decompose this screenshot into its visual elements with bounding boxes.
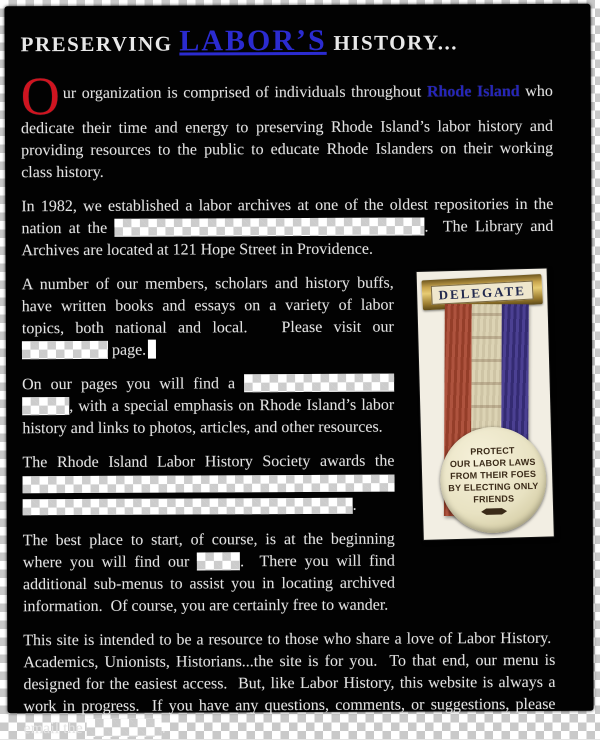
redacted-text <box>244 374 394 393</box>
text-cursor <box>148 340 156 359</box>
text-segment: The best place to start, of course, is at the beginning where you will find our <box>22 530 395 572</box>
start-paragraph <box>23 528 555 618</box>
rhode-island-link[interactable]: Rhode Island <box>426 83 520 101</box>
redacted-text <box>22 397 69 415</box>
pin-text-line: PROTECT <box>470 445 515 457</box>
text-segment: In 1982, we established a labor archives at one of the oldest repositories in the nation at the <box>21 196 554 238</box>
outro-paragraph <box>23 628 555 740</box>
text-segment: . There you will find additional sub-menus to assist you in locating archived information. Of course, you are certainly free to wander. <box>22 552 396 616</box>
page <box>4 4 593 738</box>
text-segment: page. <box>107 341 147 360</box>
pin-text-line: FRIENDS <box>473 493 515 505</box>
text-segment: ur organization is comprised of individuals throughout <box>62 83 427 103</box>
archives-paragraph <box>21 194 553 262</box>
redacted-text <box>197 552 240 570</box>
dropcap-o: O <box>20 66 60 127</box>
pin-text-line: FROM THEIR FOES <box>449 468 537 481</box>
pin-text-line: BY ELECTING ONLY <box>448 480 539 493</box>
text-segment: . <box>161 719 166 737</box>
text-segment: . <box>352 496 357 514</box>
text-segment: who dedicate their time and energy to preserving Rhode Island’s labor history and providing resources to the public to educate Rhode Islanders on their working class history. <box>20 82 554 182</box>
pin-text-line: OUR LABOR LAWS <box>449 456 536 469</box>
redacted-text <box>23 498 353 515</box>
text-segment: , with a special emphasis on Rhode Island’s labor history and links to photos, articles, and other resources. <box>22 396 395 438</box>
delegate-ribbon-photo <box>417 269 554 540</box>
redacted-text <box>23 475 395 494</box>
redacted-text <box>87 719 162 737</box>
labor-laws-pin <box>439 426 548 535</box>
intro-paragraph <box>20 66 554 185</box>
text-segment: On our pages you will find a <box>22 375 245 394</box>
text-segment: This site is intended to be a resource to those who share a love of Labor History. Academics, Unionists, Historians...the site is for you. To that end, our menu is designed for the easiest access. But, like Labor History, this website is always a work in progress. If you have any questions, comments, or suggestions, please email the <box>23 630 556 738</box>
text-segment: . The Library and Archives are located at 121 Hope Street in Providence. <box>21 218 554 260</box>
text-segment: The Rhode Island Labor History Society awards the <box>22 452 395 472</box>
page-title <box>21 24 553 60</box>
delegate-bar-label: DELEGATE <box>431 280 533 304</box>
title-post: HISTORY... <box>326 30 459 55</box>
pin-ornament-icon <box>481 507 507 516</box>
labors-link[interactable]: LABOR’S <box>179 23 327 58</box>
redacted-text <box>114 218 424 237</box>
text-segment: A number of our members, scholars and history buffs, have written books and essays on a variety of labor topics, both national and local. Please visit our <box>21 274 394 338</box>
title-pre: PRESERVING <box>20 31 180 57</box>
redacted-text <box>22 341 108 359</box>
